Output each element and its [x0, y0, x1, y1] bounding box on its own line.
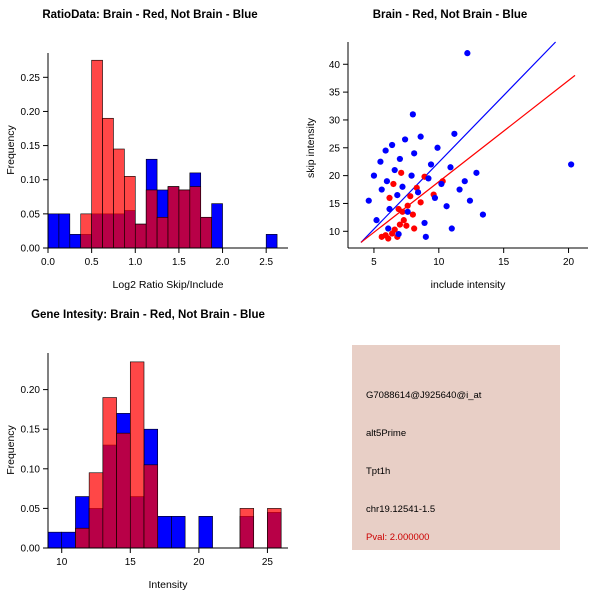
- scatter-point: [432, 195, 438, 201]
- x-tick-label: 1.5: [171, 257, 186, 268]
- histogram-bar: [157, 217, 168, 248]
- y-tick-label: 40: [328, 59, 340, 71]
- histogram-bar: [212, 204, 223, 248]
- histogram-bar: [81, 214, 92, 248]
- x-tick-label: 20: [193, 557, 205, 568]
- histogram-bar: [168, 187, 179, 248]
- scatter-point: [415, 189, 421, 195]
- scatter-point: [384, 178, 390, 184]
- gene-intensity-svg: [0, 300, 300, 600]
- event-type: alt5Prime: [366, 428, 407, 439]
- locus: chr19.12541-1.5: [366, 504, 436, 515]
- intensity-scatter-panel: [300, 0, 600, 300]
- histogram-bar: [171, 516, 185, 548]
- histogram-bar: [267, 508, 281, 548]
- scatter-point: [403, 223, 409, 229]
- scatter-point: [456, 186, 462, 192]
- y-tick-label: 15: [328, 198, 340, 210]
- scatter-point: [425, 175, 431, 181]
- y-tick-label: 0.15: [20, 141, 40, 153]
- y-tick-label: 0.20: [20, 385, 40, 397]
- histogram-bar: [201, 217, 212, 248]
- y-tick-label: 35: [328, 87, 340, 99]
- scatter-point: [395, 206, 401, 212]
- y-tick-label: 0.10: [20, 175, 40, 187]
- gene-name: Tpt1h: [366, 466, 391, 477]
- histogram-bar: [62, 532, 76, 548]
- scatter-point: [421, 220, 427, 226]
- scatter-point: [394, 192, 400, 198]
- scatter-point: [467, 198, 473, 204]
- x-tick-label: 25: [261, 557, 273, 568]
- y-tick-label: 0.00: [20, 243, 40, 255]
- histogram-bar: [190, 187, 201, 248]
- scatter-point: [371, 173, 377, 179]
- histogram-bar: [199, 516, 213, 548]
- scatter-point: [373, 217, 379, 223]
- probeset-id: G7088614@J925640@i_at: [366, 390, 482, 401]
- pval: Pval: 2.000000: [366, 532, 430, 543]
- scatter-point: [418, 134, 424, 140]
- x-tick-label: 5: [371, 257, 377, 268]
- scatter-point: [449, 225, 455, 231]
- ratio-histogram-title: RatioData: Brain - Red, Not Brain - Blue: [42, 9, 258, 21]
- histogram-bar: [179, 190, 190, 248]
- scatter-point: [443, 203, 449, 209]
- x-tick-label: 2.5: [259, 257, 274, 268]
- scatter-point: [411, 150, 417, 156]
- scatter-point: [405, 209, 411, 215]
- scatter-point: [428, 161, 434, 167]
- annotation-info-box: [352, 345, 560, 550]
- scatter-point: [473, 170, 479, 176]
- x-tick-label: 10: [433, 257, 445, 268]
- histogram-bar: [158, 516, 172, 548]
- gene-x-ticks: [56, 548, 273, 568]
- histogram-bar: [113, 149, 124, 248]
- ratio-y-ticks: [21, 73, 48, 255]
- histogram-bar: [103, 398, 117, 548]
- histogram-bar: [59, 214, 70, 248]
- scatter-ylabel: skip intensity: [305, 117, 317, 179]
- ratio-ylabel: Frequency: [5, 125, 17, 175]
- y-tick-label: 0.10: [20, 464, 40, 476]
- ratio-x-ticks: [41, 248, 274, 268]
- scatter-point: [464, 50, 470, 56]
- gene-ylabel: Frequency: [5, 425, 17, 475]
- histogram-bar: [117, 433, 131, 548]
- histogram-bar: [92, 60, 103, 248]
- histogram-bar: [240, 508, 254, 548]
- histogram-bar: [124, 176, 135, 248]
- histogram-bar: [146, 190, 157, 248]
- scatter-point: [395, 231, 401, 237]
- gene-xlabel: Intensity: [148, 579, 188, 591]
- y-tick-label: 25: [328, 143, 340, 155]
- scatter-point: [447, 164, 453, 170]
- histogram-bar: [75, 528, 89, 548]
- scatter-point: [386, 206, 392, 212]
- scatter-point: [397, 156, 403, 162]
- scatter-point: [379, 186, 385, 192]
- scatter-point: [462, 178, 468, 184]
- histogram-bar: [144, 465, 158, 548]
- y-tick-label: 20: [328, 171, 340, 183]
- scatter-point: [401, 217, 407, 223]
- y-tick-label: 0.15: [20, 424, 40, 436]
- histogram-bar: [266, 234, 277, 248]
- y-tick-label: 0.05: [20, 503, 40, 515]
- x-tick-label: 10: [56, 557, 68, 568]
- gene-intensity-bars: [48, 362, 281, 548]
- scatter-xlabel: include intensity: [430, 279, 506, 291]
- scatter-point: [383, 147, 389, 153]
- gene-intensity-panel: [0, 300, 300, 600]
- ratio-histogram-bars: [48, 60, 277, 248]
- scatter-point: [423, 234, 429, 240]
- scatter-point: [411, 225, 417, 231]
- histogram-bar: [70, 234, 81, 248]
- scatter-point: [398, 170, 404, 176]
- ratio-xlabel: Log2 Ratio Skip/Include: [112, 279, 224, 291]
- scatter-point: [385, 235, 391, 241]
- fit-line: [361, 75, 575, 242]
- scatter-point: [410, 111, 416, 117]
- scatter-x-ticks: [371, 248, 574, 268]
- scatter-point: [405, 203, 411, 209]
- scatter-point: [408, 173, 414, 179]
- scatter-point: [392, 167, 398, 173]
- scatter-point: [390, 181, 396, 187]
- scatter-y-ticks: [329, 60, 348, 238]
- y-tick-label: 0.20: [20, 106, 40, 118]
- ratio-histogram-panel: [0, 0, 300, 300]
- scatter-point: [438, 181, 444, 187]
- x-tick-label: 15: [124, 557, 136, 568]
- y-tick-label: 0.05: [20, 209, 40, 221]
- scatter-point: [451, 131, 457, 137]
- x-tick-label: 1.0: [128, 257, 143, 268]
- histogram-bar: [135, 224, 146, 248]
- scatter-points: [366, 50, 575, 242]
- x-tick-label: 0.5: [84, 257, 99, 268]
- scatter-point: [407, 193, 413, 199]
- x-tick-label: 15: [498, 257, 510, 268]
- fit-line: [361, 42, 556, 242]
- scatter-title: Brain - Red, Not Brain - Blue: [372, 9, 528, 21]
- histogram-bar: [48, 532, 62, 548]
- y-tick-label: 0.25: [20, 72, 40, 84]
- gene-y-ticks: [21, 385, 48, 554]
- histogram-bar: [103, 118, 114, 248]
- histogram-bar: [130, 362, 144, 548]
- y-tick-label: 0.00: [20, 543, 40, 555]
- intensity-scatter-svg: [300, 0, 600, 300]
- x-tick-label: 2.0: [215, 257, 230, 268]
- scatter-point: [402, 136, 408, 142]
- x-tick-label: 20: [562, 257, 575, 268]
- y-tick-label: 10: [328, 226, 340, 238]
- scatter-point: [366, 198, 372, 204]
- scatter-point: [389, 142, 395, 148]
- histogram-bar: [89, 473, 103, 548]
- histogram-bar: [48, 214, 59, 248]
- scatter-point: [377, 159, 383, 165]
- scatter-point: [399, 184, 405, 190]
- gene-intensity-title: Gene Intesity: Brain - Red, Not Brain - Blue: [31, 309, 265, 321]
- x-tick-label: 0.0: [41, 257, 55, 268]
- scatter-point: [568, 161, 574, 167]
- scatter-point: [385, 225, 391, 231]
- ratio-histogram-svg: [0, 0, 300, 300]
- scatter-point: [434, 145, 440, 151]
- scatter-point: [418, 199, 424, 205]
- y-tick-label: 30: [328, 115, 340, 127]
- scatter-point: [386, 195, 392, 201]
- scatter-point: [480, 211, 486, 217]
